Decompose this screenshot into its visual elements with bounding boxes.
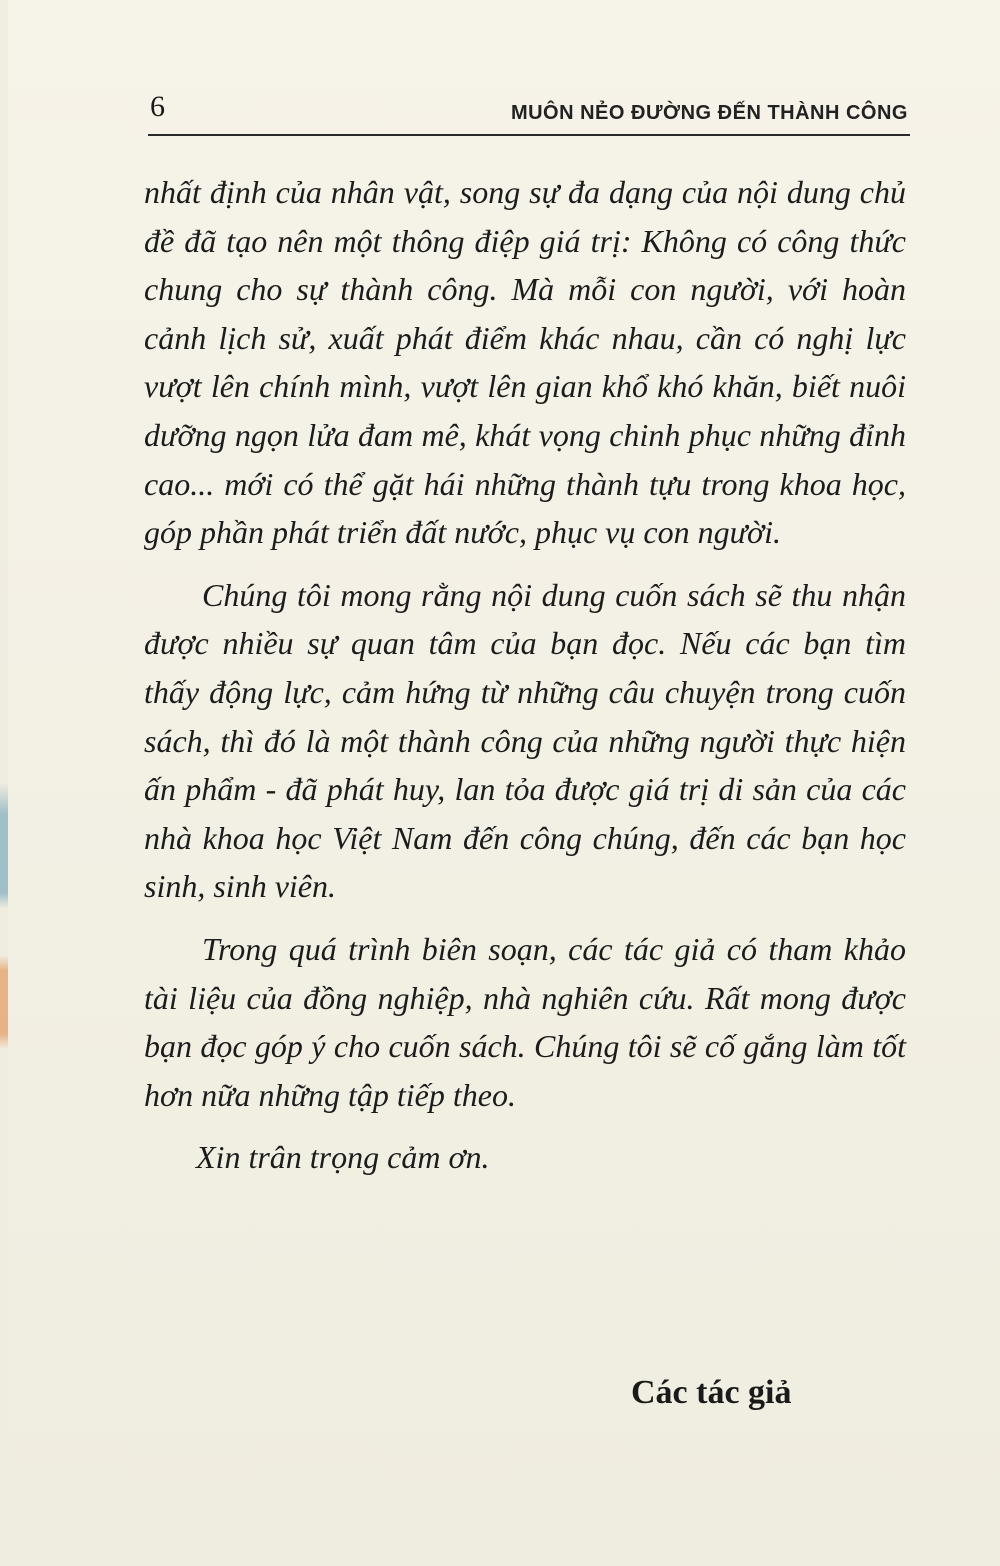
page-number: 6 [150,90,165,123]
paragraph-hope: Chúng tôi mong rằng nội dung cuốn sách sẽ thu nhận được nhiều sự quan tâm của bạn đọc. Nếu các bạn tìm thấy động lực, cảm hứng từ những câu chuyện trong cuốn sách, thì đó là một thành công của những người thực hiện ấn phẩm - đã phát huy, lan tỏa được giá trị di sản của các nhà khoa học Việt Nam đến công chúng, đến các bạn học sinh, sinh viên. [144,576,906,905]
adjacent-page-edge [0,0,8,1566]
signature: Các tác giả [631,1374,792,1411]
body-text [144,168,906,1182]
paragraph-feedback: Trong quá trình biên soạn, các tác giả có tham khảo tài liệu của đồng nghiệp, nhà nghiên cứu. Rất mong được bạn đọc góp ý cho cuốn sách. Chúng tôi sẽ cố gắng làm tốt hơn nữa những tập tiếp theo. [144,930,906,1113]
running-header [148,88,910,136]
closing-thanks: Xin trân trọng cảm ơn. [196,1139,490,1176]
book-title: MUÔN NẺO ĐƯỜNG ĐẾN THÀNH CÔNG [510,102,908,124]
paragraph-continuation: nhất định của nhân vật, song sự đa dạng của nội dung chủ đề đã tạo nên một thông điệp giá trị: Không có công thức chung cho sự thành công. Mà mỗi con người, với hoàn cảnh lịch sử, xuất phát điểm khác nhau, cần có nghị lực vượt lên chính mình, vượt lên gian khổ khó khăn, biết nuôi dưỡng ngọn lửa đam mê, khát vọng chinh phục những đỉnh cao... mới có thể gặt hái những thành tựu trong khoa học, góp phần phát triển đất nước, phục vụ con người. [144,174,906,551]
